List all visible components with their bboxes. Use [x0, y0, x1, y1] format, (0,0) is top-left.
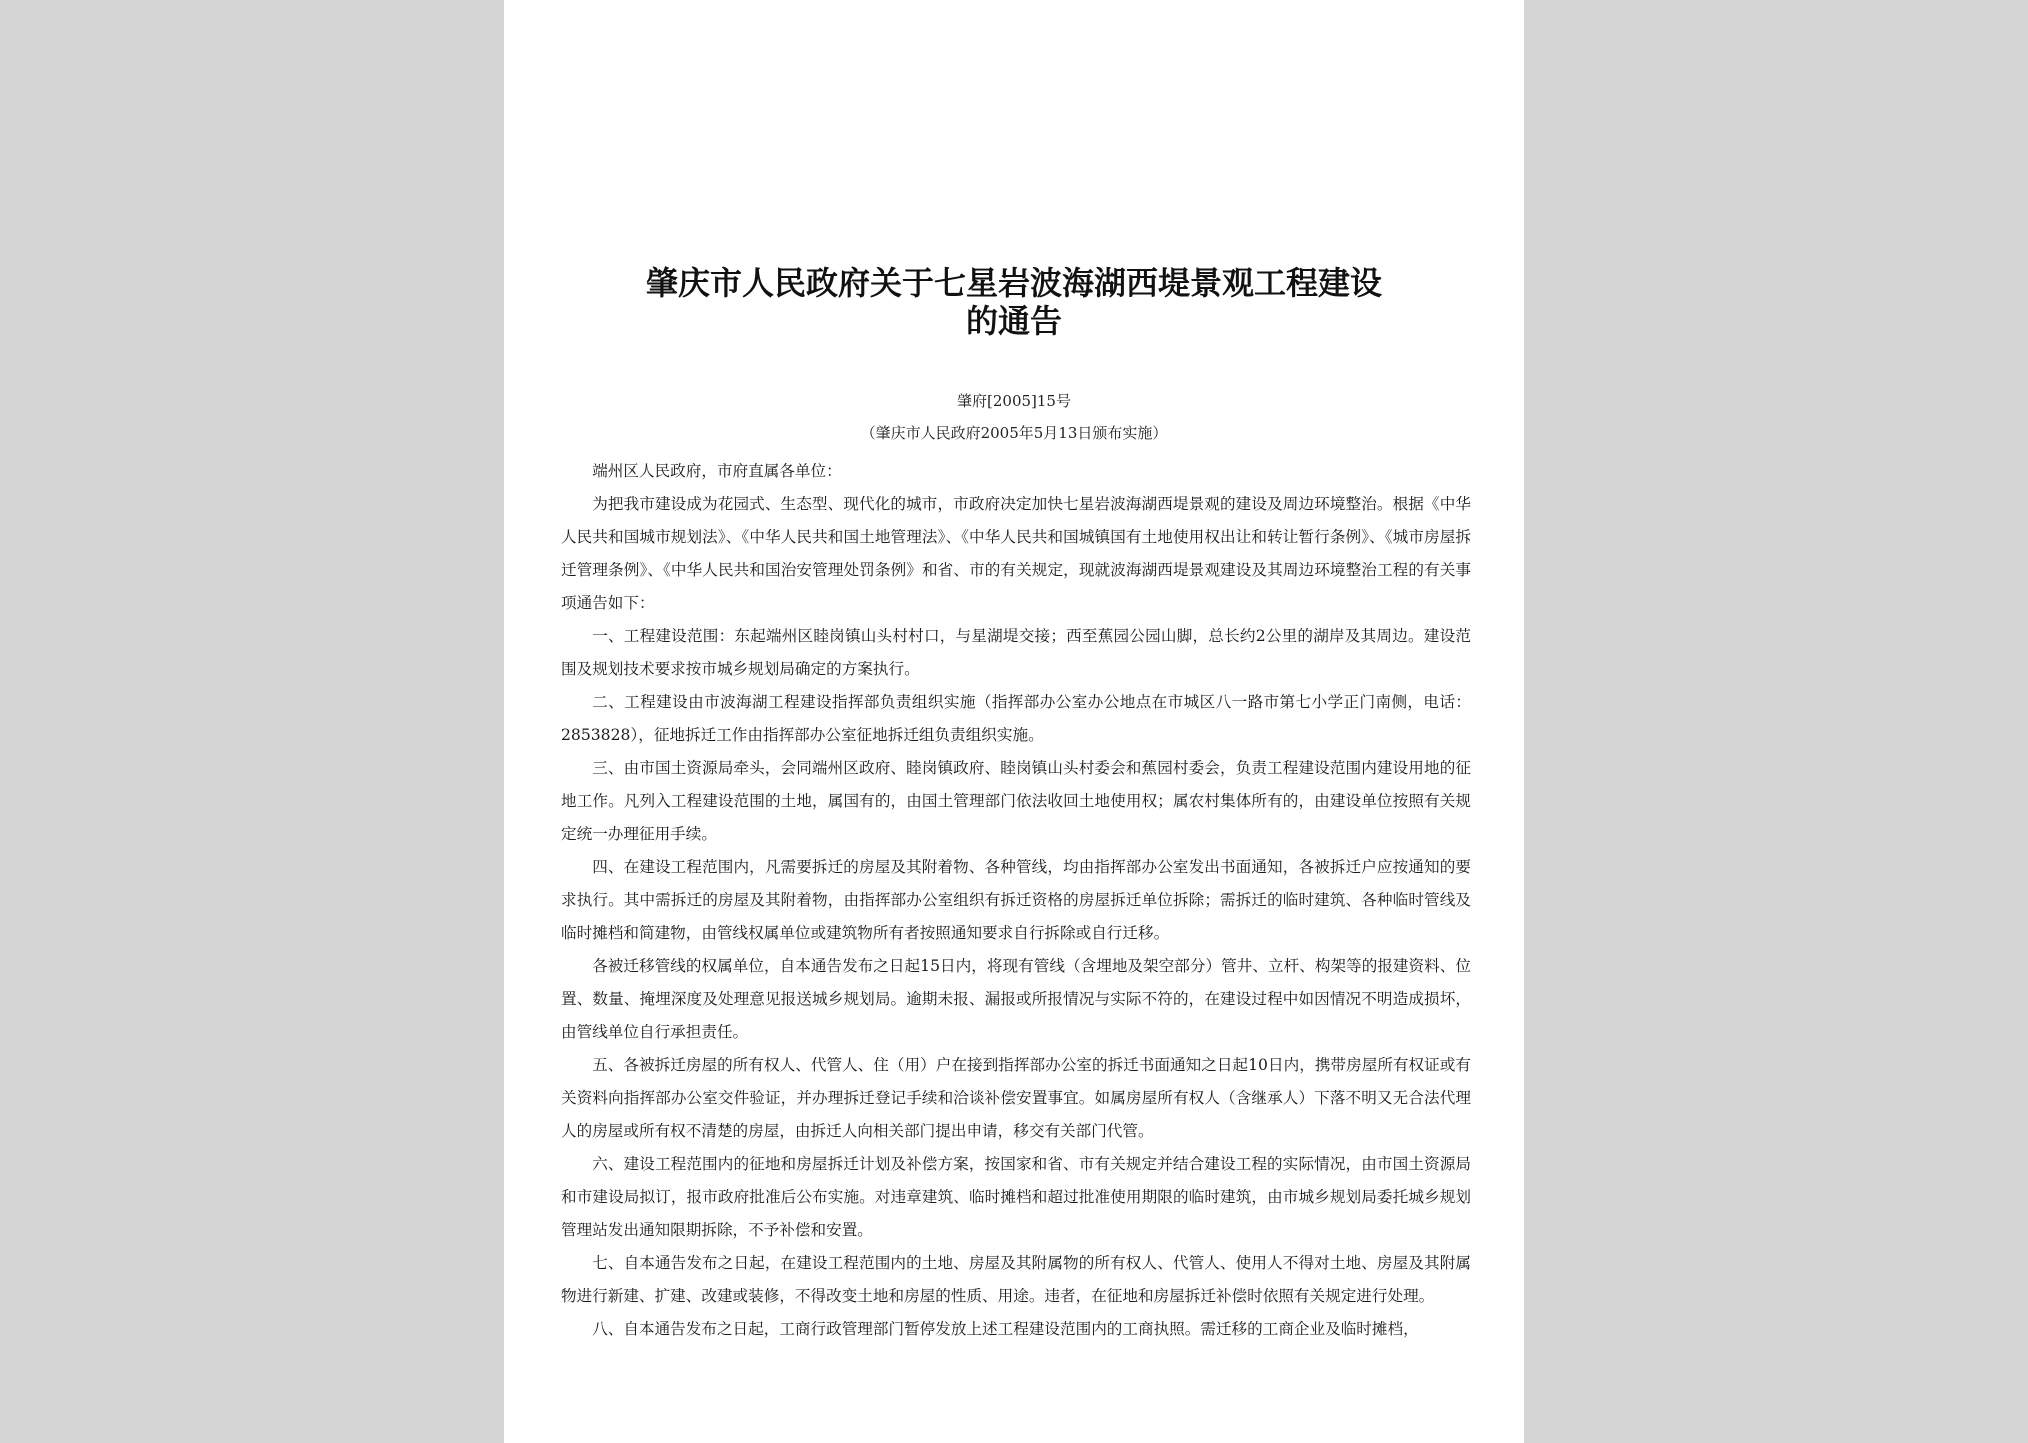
- title-line-1: 肇庆市人民政府关于七星岩波海湖西堤景观工程建设: [645, 264, 1382, 302]
- document-page: [504, 0, 1524, 1443]
- paragraph-item-2: 二、工程建设由市波海湖工程建设指挥部负责组织实施（指挥部办公室办公地点在市城区八一路市第七小学正门南侧，电话：2853828），征地拆迁工作由指挥部办公室征地拆迁组负责组织实施。: [561, 693, 1471, 744]
- paragraph-item-1: 一、工程建设范围：东起端州区睦岗镇山头村村口，与星湖堤交接；西至蕉园公园山脚，总长约2公里的湖岸及其周边。建设范围及规划技术要求按市城乡规划局确定的方案执行。: [561, 627, 1471, 678]
- paragraph-item-3: 三、由市国土资源局牵头，会同端州区政府、睦岗镇政府、睦岗镇山头村委会和蕉园村委会，负责工程建设范围内建设用地的征地工作。凡列入工程建设范围的土地，属国有的，由国土管理部门依法收回土地使用权；属农村集体所有的，由建设单位按照有关规定统一办理征用手续。: [561, 759, 1471, 843]
- document-title: [584, 264, 1444, 340]
- paragraph-preamble: 为把我市建设成为花园式、生态型、现代化的城市，市政府决定加快七星岩波海湖西堤景观的建设及周边环境整治。根据《中华人民共和国城市规划法》、《中华人民共和国土地管理法》、《中华人民共和国城镇国有土地使用权出让和转让暂行条例》、《城市房屋拆迁管理条例》、《中华人民共和国治安管理处罚条例》和省、市的有关规定，现就波海湖西堤景观建设及其周边环境整治工程的有关事项通告如下：: [561, 495, 1471, 612]
- paragraph-item-7: 七、自本通告发布之日起，在建设工程范围内的土地、房屋及其附属物的所有权人、代管人、使用人不得对土地、房屋及其附属物进行新建、扩建、改建或装修，不得改变土地和房屋的性质、用途。违者，在征地和房屋拆迁补偿时依照有关规定进行处理。: [561, 1254, 1471, 1305]
- paragraph-addressee: 端州区人民政府，市府直属各单位：: [592, 462, 842, 480]
- document-body: [561, 455, 1471, 1346]
- paragraph-item-8: 八、自本通告发布之日起，工商行政管理部门暂停发放上述工程建设范围内的工商执照。需迁移的工商企业及临时摊档，: [592, 1320, 1419, 1338]
- paragraph-item-4-continued: 各被迁移管线的权属单位，自本通告发布之日起15日内，将现有管线（含埋地及架空部分）管井、立杆、构架等的报建资料、位置、数量、掩埋深度及处理意见报送城乡规划局。逾期未报、漏报或所报情况与实际不符的，在建设过程中如因情况不明造成损坏，由管线单位自行承担责任。: [561, 957, 1471, 1041]
- effective-note: （肇庆市人民政府2005年5月13日颁布实施）: [860, 424, 1168, 442]
- paragraph-item-6: 六、建设工程范围内的征地和房屋拆迁计划及补偿方案，按国家和省、市有关规定并结合建设工程的实际情况，由市国土资源局和市建设局拟订，报市政府批准后公布实施。对违章建筑、临时摊档和超过批准使用期限的临时建筑，由市城乡规划局委托城乡规划管理站发出通知限期拆除，不予补偿和安置。: [561, 1155, 1471, 1239]
- paragraph-item-4: 四、在建设工程范围内，凡需要拆迁的房屋及其附着物、各种管线，均由指挥部办公室发出书面通知，各被拆迁户应按通知的要求执行。其中需拆迁的房屋及其附着物，由指挥部办公室组织有拆迁资格的房屋拆迁单位拆除；需拆迁的临时建筑、各种临时管线及临时摊档和简建物，由管线权属单位或建筑物所有者按照通知要求自行拆除或自行迁移。: [561, 858, 1471, 942]
- document-number: 肇府[2005]15号: [957, 392, 1071, 410]
- title-line-2: 的通告: [965, 302, 1062, 340]
- paragraph-item-5: 五、各被拆迁房屋的所有权人、代管人、住（用）户在接到指挥部办公室的拆迁书面通知之日起10日内，携带房屋所有权证或有关资料向指挥部办公室交件验证，并办理拆迁登记手续和洽谈补偿安置事宜。如属房屋所有权人（含继承人）下落不明又无合法代理人的房屋或所有权不清楚的房屋，由拆迁人向相关部门提出申请，移交有关部门代管。: [561, 1056, 1471, 1140]
